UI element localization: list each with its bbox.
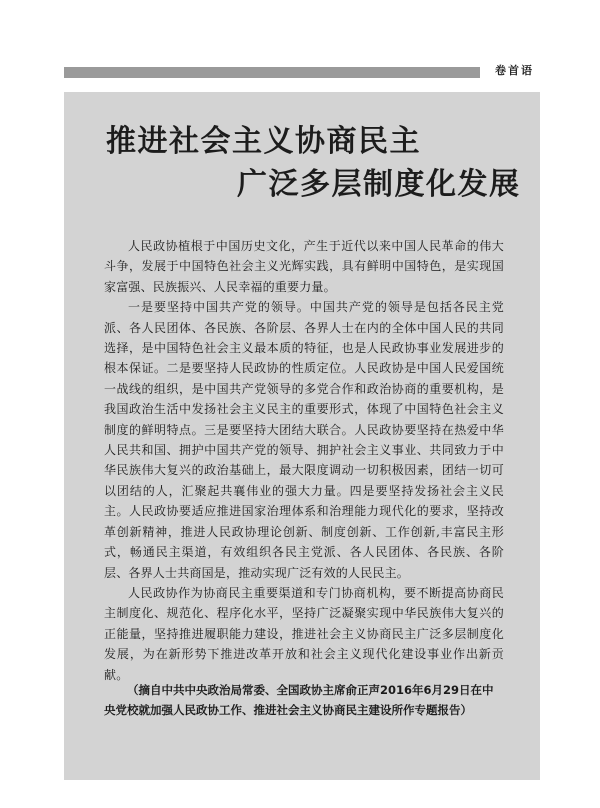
title-line-2: 广泛多层制度化发展 <box>237 167 521 202</box>
paragraph: 人民政协植根于中国历史文化，产生于近代以来中国人民革命的伟大斗争，发展于中国特色社会主义光辉实践，具有鲜明中国特色，是实现国家富强、民族振兴、人民幸福的重要力量。 <box>104 239 504 294</box>
article-body <box>104 236 504 685</box>
source-note: （摘自中共中央政治局常委、全国政协主席俞正声2016年6月29日在中央党校就加强人民政协工作、推进社会主义协商民主建设所作专题报告） <box>104 683 494 717</box>
paragraph: 人民政协作为协商民主重要渠道和专门协商机构，要不断提高协商民主制度化、规范化、程序化水平，坚持广泛凝聚实现中华民族伟大复兴的正能量，坚持推进履职能力建设，推进社会主义协商民主广泛多层制度化发展，为在新形势下推进改革开放和社会主义现代化建设事业作出新贡献。 <box>104 585 504 682</box>
section-label: 卷首语 <box>495 64 534 77</box>
header-bar <box>64 67 480 78</box>
title-line-1: 推进社会主义协商民主 <box>106 124 421 159</box>
paragraph: 一是要坚持中国共产党的领导。中国共产党的领导是包括各民主党派、各人民团体、各民族、各阶层、各界人士在内的全体中国人民的共同选择，是中国特色社会主义最本质的特征，也是人民政协事业发展进步的根本保证。二是要坚持人民政协的性质定位。人民政协是中国人民爱国统一战线的组织，是中国共产党领导的多党合作和政治协商的重要机构，是我国政治生活中发扬社会主义民主的重要形式，体现了中国特色社会主义制度的鲜明特点。三是要坚持大团结大联合。人民政协要坚持在热爱中华人民共和国、拥护中国共产党的领导、拥护社会主义事业、共同致力于中华民族伟大复兴的政治基础上，最大限度调动一切积极因素，团结一切可以团结的人，汇聚起共襄伟业的强大力量。四是要坚持发扬社会主义民主。人民政协要适应推进国家治理体系和治理能力现代化的要求，坚持改革创新精神，推进人民政协理论创新、制度创新、工作创新,丰富民主形式，畅通民主渠道，有效组织各民主党派、各人民团体、各民族、各阶层、各界人士共商国是，推动实现广泛有效的人民民主。 <box>104 300 504 580</box>
